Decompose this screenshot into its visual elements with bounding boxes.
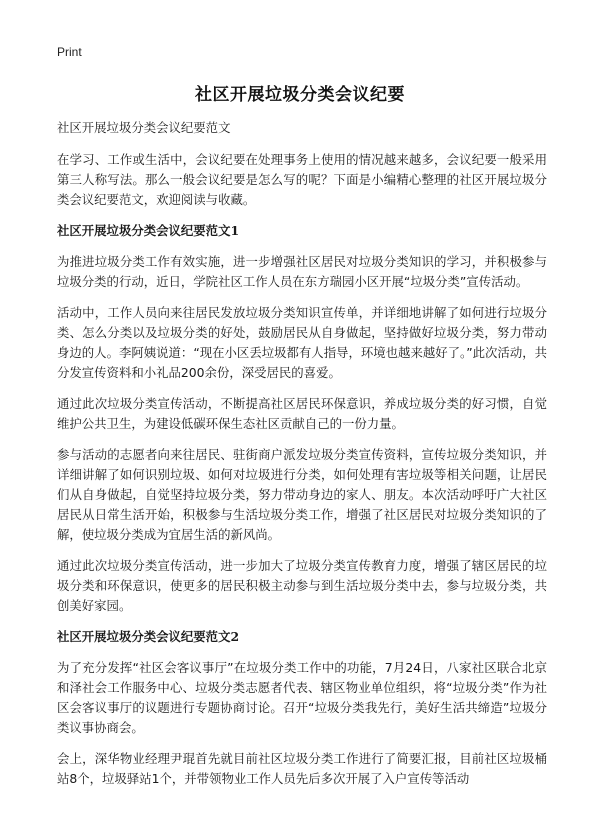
- section-1: [57, 221, 547, 616]
- section-paragraph: 参与活动的志愿者向来往居民、驻街商户派发垃圾分类宣传资料，宣传垃圾分类知识，并详细讲解了如何识别垃圾、如何对垃圾进行分类，如何处理有害垃圾等相关问题，让居民们从自身做起，自觉坚持垃圾分类，努力带动身边的家人、朋友。本次活动呼吁广大社区居民从日常生活开始，积极参与生活垃圾分类工作，增强了社区居民对垃圾分类知识的了解，使垃圾分类成为宜居生活的新风尚。: [57, 447, 547, 542]
- document-body: [57, 118, 547, 800]
- document-subtitle: 社区开展垃圾分类会议纪要范文: [57, 120, 231, 135]
- section-paragraph: 通过此次垃圾分类宣传活动，进一步加大了垃圾分类宣传教育力度，增强了辖区居民的垃圾分类和环保意识，使更多的居民积极主动参与到生活垃圾分类中去，参与垃圾分类，共创美好家园。: [57, 558, 547, 613]
- section-heading: 社区开展垃圾分类会议纪要范文1: [57, 223, 240, 238]
- intro-paragraph: 在学习、工作或生活中，会议纪要在处理事务上使用的情况越来越多，会议纪要一般采用第三人称写法。那么一般会议纪要是怎么写的呢？下面是小编精心整理的社区开展垃圾分类会议纪要范文，欢迎阅读与收藏。: [57, 152, 547, 207]
- section-paragraph: 通过此次垃圾分类宣传活动，不断提高社区居民环保意识，养成垃圾分类的好习惯，自觉维护公共卫生，为建设低碳环保生态社区贡献自己的一份力量。: [57, 396, 547, 431]
- section-paragraph: 活动中，工作人员向来往居民发放垃圾分类知识宣传单，并详细地讲解了如何进行垃圾分类、怎么分类以及垃圾分类的好处，鼓励居民从自身做起，坚持做好垃圾分类，努力带动身边的人。李阿姨说道：“现在小区丢垃圾都有人指导，环境也越来越好了。”此次活动，共分发宣传资料和小礼品200余份，深受居民的喜爱。: [57, 305, 547, 380]
- section-paragraph: 为了充分发挥“社区会客议事厅”在垃圾分类工作中的功能，7月24日，八家社区联合北京和泽社会工作服务中心、垃圾分类志愿者代表、辖区物业单位组织，将“垃圾分类”作为社区会客议事厅的议题进行专题协商讨论。召开“垃圾分类我先行，美好生活共缔造”垃圾分类议事协商会。: [57, 660, 547, 735]
- section-2: [57, 627, 547, 789]
- print-link[interactable]: Print: [57, 45, 82, 59]
- section-paragraph: 会上，深华物业经理尹琨首先就目前社区垃圾分类工作进行了简要汇报，目前社区垃圾桶站8个，垃圾驿站1个，并带领物业工作人员先后多次开展了入户宣传等活动: [57, 751, 547, 786]
- section-paragraph: 为推进垃圾分类工作有效实施，进一步增强社区居民对垃圾分类知识的学习，并积极参与垃圾分类的行动，近日，学院社区工作人员在东方瑞园小区开展“垃圾分类”宣传活动。: [57, 254, 547, 289]
- section-heading: 社区开展垃圾分类会议纪要范文2: [57, 629, 240, 644]
- page-title: 社区开展垃圾分类会议纪要: [195, 85, 405, 105]
